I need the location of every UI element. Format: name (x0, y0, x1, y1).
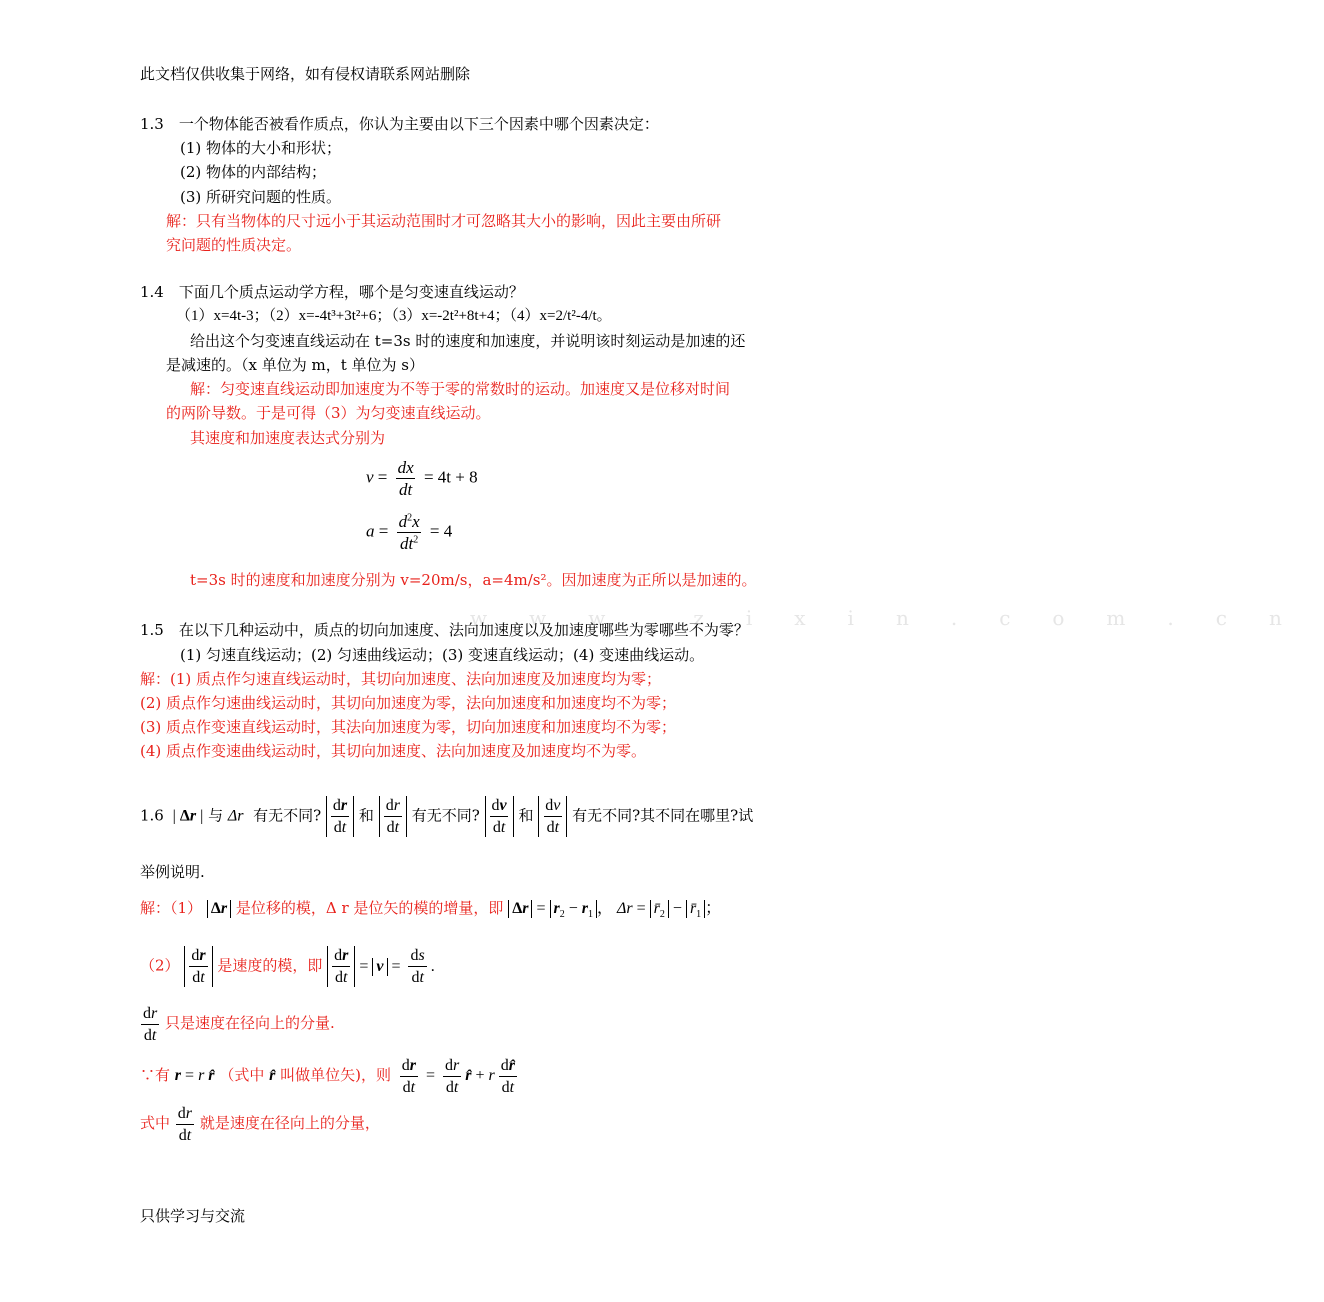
q14-answer-line2: 的两阶导数。于是可得（3）为匀变速直线运动。 (166, 404, 491, 422)
q16-answer-5: 式中 $\frac{dr}{dt}$ 就是速度在径向上的分量， (140, 1105, 380, 1144)
q15-answer-4: (4) 质点作变速曲线运动时，其切向加速度、法向加速度及加速度均不为零。 (140, 742, 647, 760)
q14-answer-line3: 其速度和加速度表达式分别为 (190, 429, 386, 447)
q16-answer-2: （2） $\frac{dr}{dt}$ 是速度的模，即 $\frac{dr}{dt}$ = v = $\frac{ds}{dt}$ . (140, 947, 435, 987)
q13-option-2: (2) 物体的内部结构； (180, 163, 327, 181)
q15-options: (1) 匀速直线运动；(2) 匀速曲线运动；(3) 变速直线运动；(4) 变速曲线运动。 (180, 646, 705, 664)
q13-answer-line1: 解：只有当物体的尺寸远小于其运动范围时才可忽略其大小的影响，因此主要由所研 (166, 212, 722, 230)
q16-answer-1: 解：（1） Δr 是位移的模，Δ r 是位矢的模的增量，即 $\Delta r = r_2 - r_1$ ， $\Delta r = r̄_2$ − $r̄_1$ ； (140, 899, 722, 921)
q15-answer-3: (3) 质点作变速直线运动时，其法向加速度为零，切向加速度和加速度均不为零； (140, 718, 677, 736)
q15-answer-1: 解：(1) 质点作匀速直线运动时，其切向加速度、法向加速度及加速度均为零； (140, 670, 662, 688)
q13-answer-line2: 究问题的性质决定。 (166, 236, 302, 254)
watermark: www.zixin.com.cn (470, 606, 1324, 630)
footer-note: 只供学习与交流 (140, 1207, 246, 1225)
header-disclaimer: 此文档仅供收集于网络，如有侵权请联系网站删除 (140, 65, 471, 83)
q16-answer-3: $\frac{dr}{dt}$ 只是速度在径向上的分量. (140, 1004, 335, 1045)
q13-option-3: (3) 所研究问题的性质。 (180, 188, 342, 206)
q14-subquestion-line2: 是减速的。（x 单位为 m，t 单位为 s） (166, 356, 424, 374)
q14-equations: （1）x=4t-3；（2）x=-4t³+3t²+6；（3）x=-2t²+8t+4；（4）x=2/t²-4/t。 (176, 308, 612, 324)
q14-result: t=3s 时的速度和加速度分别为 v=20m/s，a=4m/s²。因加速度为正所以是加速的。 (190, 571, 757, 589)
velocity-equation: v = $\frac{dx}{dt}$ = 4t + 8 (366, 458, 478, 499)
q13-option-1: (1) 物体的大小和形状； (180, 139, 342, 157)
q14-answer-line1: 解：匀变速直线运动即加速度为不等于零的常数时的运动。加速度又是位移对时间 (190, 380, 731, 398)
q14-question: 1.4 下面几个质点运动学方程，哪个是匀变速直线运动？ (140, 283, 524, 301)
q16-question: 1.6 | Δr | 与 Δr 有无不同? $\frac{dr}{dt}$ 和 $\frac{dr}{dt}$ 有无不同? $\frac{dv}{dt}$ 和 $\frac{dv}{dt}$ 有无不同?其不同在哪里?试 (140, 797, 754, 836)
q15-question: 1.5 在以下几种运动中，质点的切向加速度、法向加速度以及加速度哪些为零哪些不为零？ (140, 621, 749, 639)
q16-answer-4: ∵有 r = r r̂ （式中 r̂ 叫做单位矢)，则 $\frac{dr}{dt}$ = $\frac{dr}{dt}$ r̂ + r $\frac{dr̂}{dt}$ (140, 1056, 521, 1097)
acceleration-equation: a = $\frac{d^2x}{dt^2}$ = 4 (366, 512, 453, 553)
q13-question: 1.3 一个物体能否被看作质点，你认为主要由以下三个因素中哪个因素决定： (140, 115, 659, 133)
q15-answer-2: (2) 质点作匀速曲线运动时，其切向加速度为零，法向加速度和加速度均不为零； (140, 694, 677, 712)
q16-question-line2: 举例说明. (140, 863, 205, 881)
q14-subquestion-line1: 给出这个匀变速直线运动在 t=3s 时的速度和加速度，并说明该时刻运动是加速的还 (190, 332, 746, 350)
